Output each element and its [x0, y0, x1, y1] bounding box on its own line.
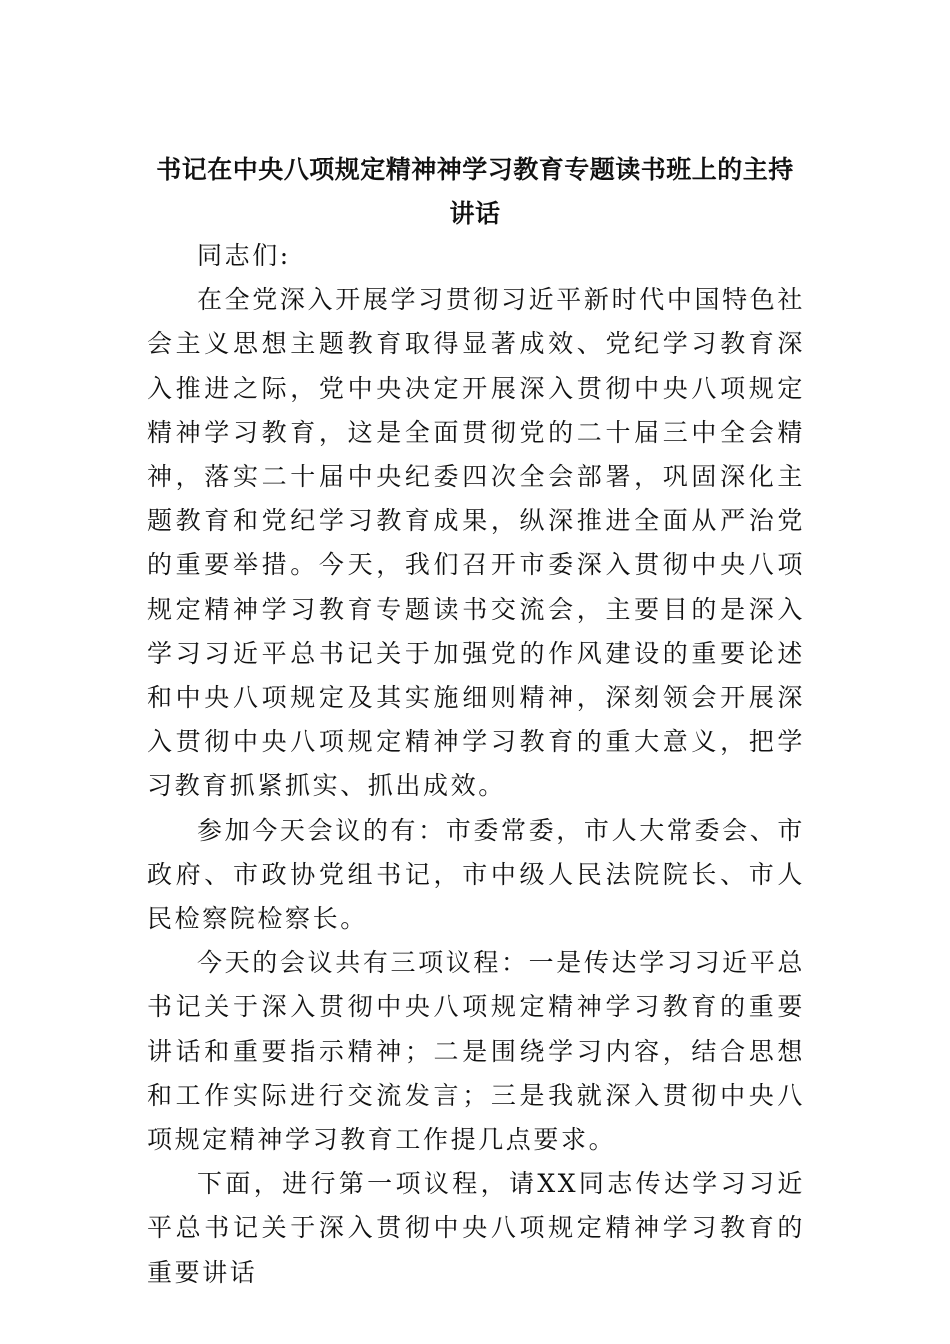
paragraph-intro: 在全党深入开展学习贯彻习近平新时代中国特色社会主义思想主题教育取得显著成效、党纪学习教育深入推进之际，党中央决定开展深入贯彻中央八项规定精神学习教育，这是全面贯彻党的二十届三中全会精神，落实二十届中央纪委四次全会部署，巩固深化主题教育和党纪学习教育成果，纵深推进全面从严治党的重要举措。今天，我们召开市委深入贯彻中央八项规定精神学习教育专题读书交流会，主要目的是深入学习习近平总书记关于加强党的作风建设的重要论述和中央八项规定及其实施细则精神，深刻领会开展深入贯彻中央八项规定精神学习教育的重大意义，把学习教育抓紧抓实、抓出成效。 [147, 285, 805, 801]
paragraph-agenda: 今天的会议共有三项议程：一是传达学习习近平总书记关于深入贯彻中央八项规定精神学习教育的重要讲话和重要指示精神；二是围绕学习内容，结合思想和工作实际进行交流发言；三是我就深入贯彻中央八项规定精神学习教育工作提几点要求。 [147, 948, 805, 1155]
title-line-1: 书记在中央八项规定精神神学习教育专题读书班上的主持 [156, 155, 794, 184]
paragraph-attendees: 参加今天会议的有：市委常委，市人大常委会、市政府、市政协党组书记，市中级人民法院院长、市人民检察院检察长。 [147, 815, 805, 934]
title-line-2: 讲话 [449, 199, 501, 228]
salutation: 同志们: [197, 241, 291, 270]
paragraph-first-item: 下面，进行第一项议程，请XX同志传达学习习近平总书记关于深入贯彻中央八项规定精神学习教育的重要讲话 [147, 1169, 805, 1287]
document-body [147, 234, 805, 1295]
document-title [140, 148, 810, 236]
